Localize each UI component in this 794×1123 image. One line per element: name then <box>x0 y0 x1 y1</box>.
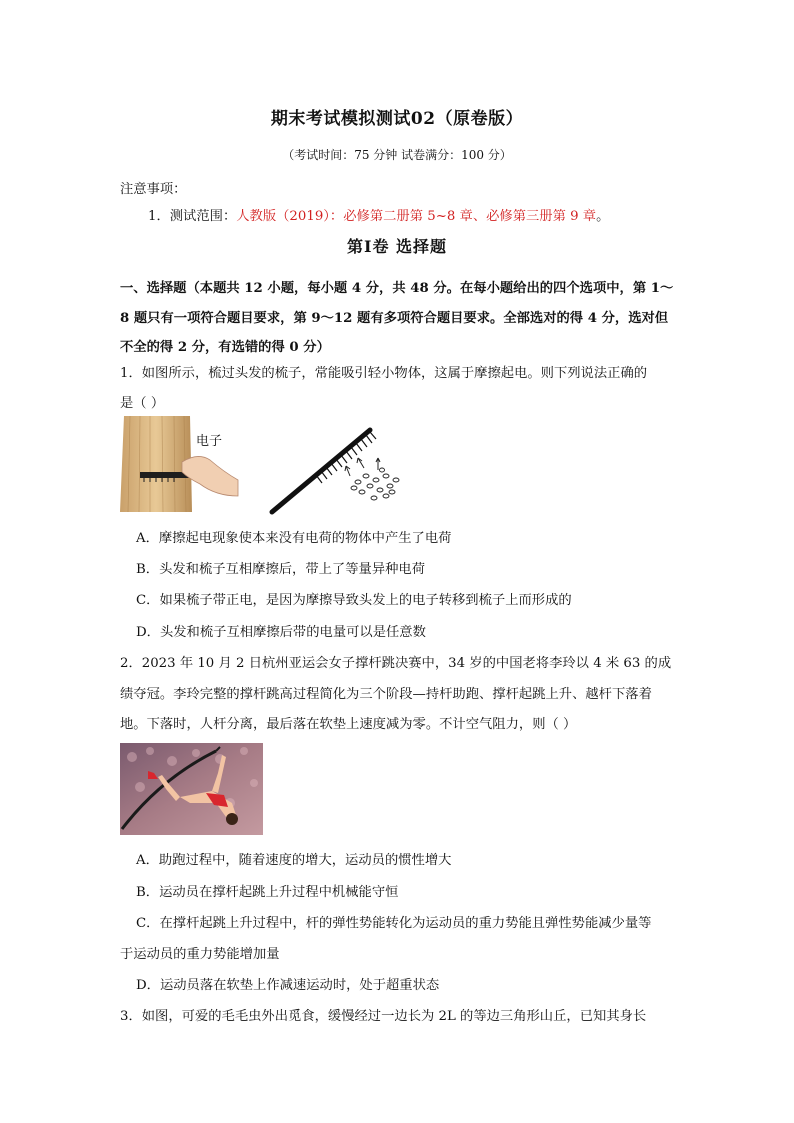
notes-item-prefix: 1．测试范围： <box>148 209 237 224</box>
part-one-line-3: 不全的得 2 分，有选错的得 0 分） <box>120 340 330 355</box>
q2-stem-line-3: 地。下落时，人杆分离，最后落在软垫上速度减为零。不计空气阻力，则（ ） <box>120 717 577 732</box>
q2-stem-line-2: 绩夺冠。李玲完整的撑杆跳高过程简化为三个阶段—持杆助跑、撑杆起跳上升、越杆下落着 <box>120 687 652 702</box>
part-one-line-1: 一、选择题（本题共 12 小题，每小题 4 分，共 48 分。在每小题给出的四个选项中，第 1～ <box>120 281 674 296</box>
pole-vault-photo <box>120 743 263 835</box>
q3-stem-line-1: 3．如图，可爱的毛毛虫外出觅食，缓慢经过一边长为 2L 的等边三角形山丘，已知其身长 <box>120 1009 647 1024</box>
notes-item-end: 。 <box>596 209 610 224</box>
q1-stem-line-2: 是（ ） <box>120 396 165 411</box>
q2-stem-line-1: 2．2023 年 10 月 2 日杭州亚运会女子撑杆跳决赛中，34 岁的中国老将李玲以 4 米 63 的成 <box>120 656 672 671</box>
q2-option-a: A．助跑过程中，随着速度的增大，运动员的惯性增大 <box>136 853 452 868</box>
notes-item-scope: 人教版（2019）：必修第二册第 5~8 章、必修第三册第 9 章 <box>236 209 597 224</box>
notes-item <box>148 205 609 224</box>
section-title: 第Ⅰ卷 选择题 <box>346 237 448 256</box>
q1-option-d: D．头发和梳子互相摩擦后带的电量可以是任意数 <box>136 625 426 640</box>
part-one-line-2: 8 题只有一项符合题目要求，第 9～12 题有多项符合题目要求。全部选对的得 4 分，选对但 <box>120 311 669 326</box>
q1-option-b: B．头发和梳子互相摩擦后，带上了等量异种电荷 <box>136 562 426 577</box>
q1-option-c: C．如果梳子带正电，是因为摩擦导致头发上的电子转移到梳子上而形成的 <box>136 593 572 608</box>
notes-heading: 注意事项： <box>120 182 187 197</box>
page-title: 期末考试模拟测试02（原卷版） <box>270 109 524 129</box>
q2-option-c-line-1: C．在撑杆起跳上升过程中，杆的弹性势能转化为运动员的重力势能且弹性势能减少量等 <box>136 916 652 931</box>
comb-attracting-particles-diagram <box>266 420 412 516</box>
q1-stem-line-1: 1．如图所示，梳过头发的梳子，常能吸引轻小物体，这属于摩擦起电。则下列说法正确的 <box>120 366 648 381</box>
q1-option-a: A．摩擦起电现象使本来没有电荷的物体中产生了电荷 <box>136 531 452 546</box>
q2-option-c-line-2: 于运动员的重力势能增加量 <box>120 947 280 962</box>
q2-option-d: D．运动员落在软垫上作减速运动时，处于超重状态 <box>136 978 440 993</box>
exam-info: （考试时间：75 分钟 试卷满分：100 分） <box>282 148 512 162</box>
figure-label-electron: 电子 <box>196 434 223 449</box>
q2-option-b: B．运动员在撑杆起跳上升过程中机械能守恒 <box>136 885 399 900</box>
